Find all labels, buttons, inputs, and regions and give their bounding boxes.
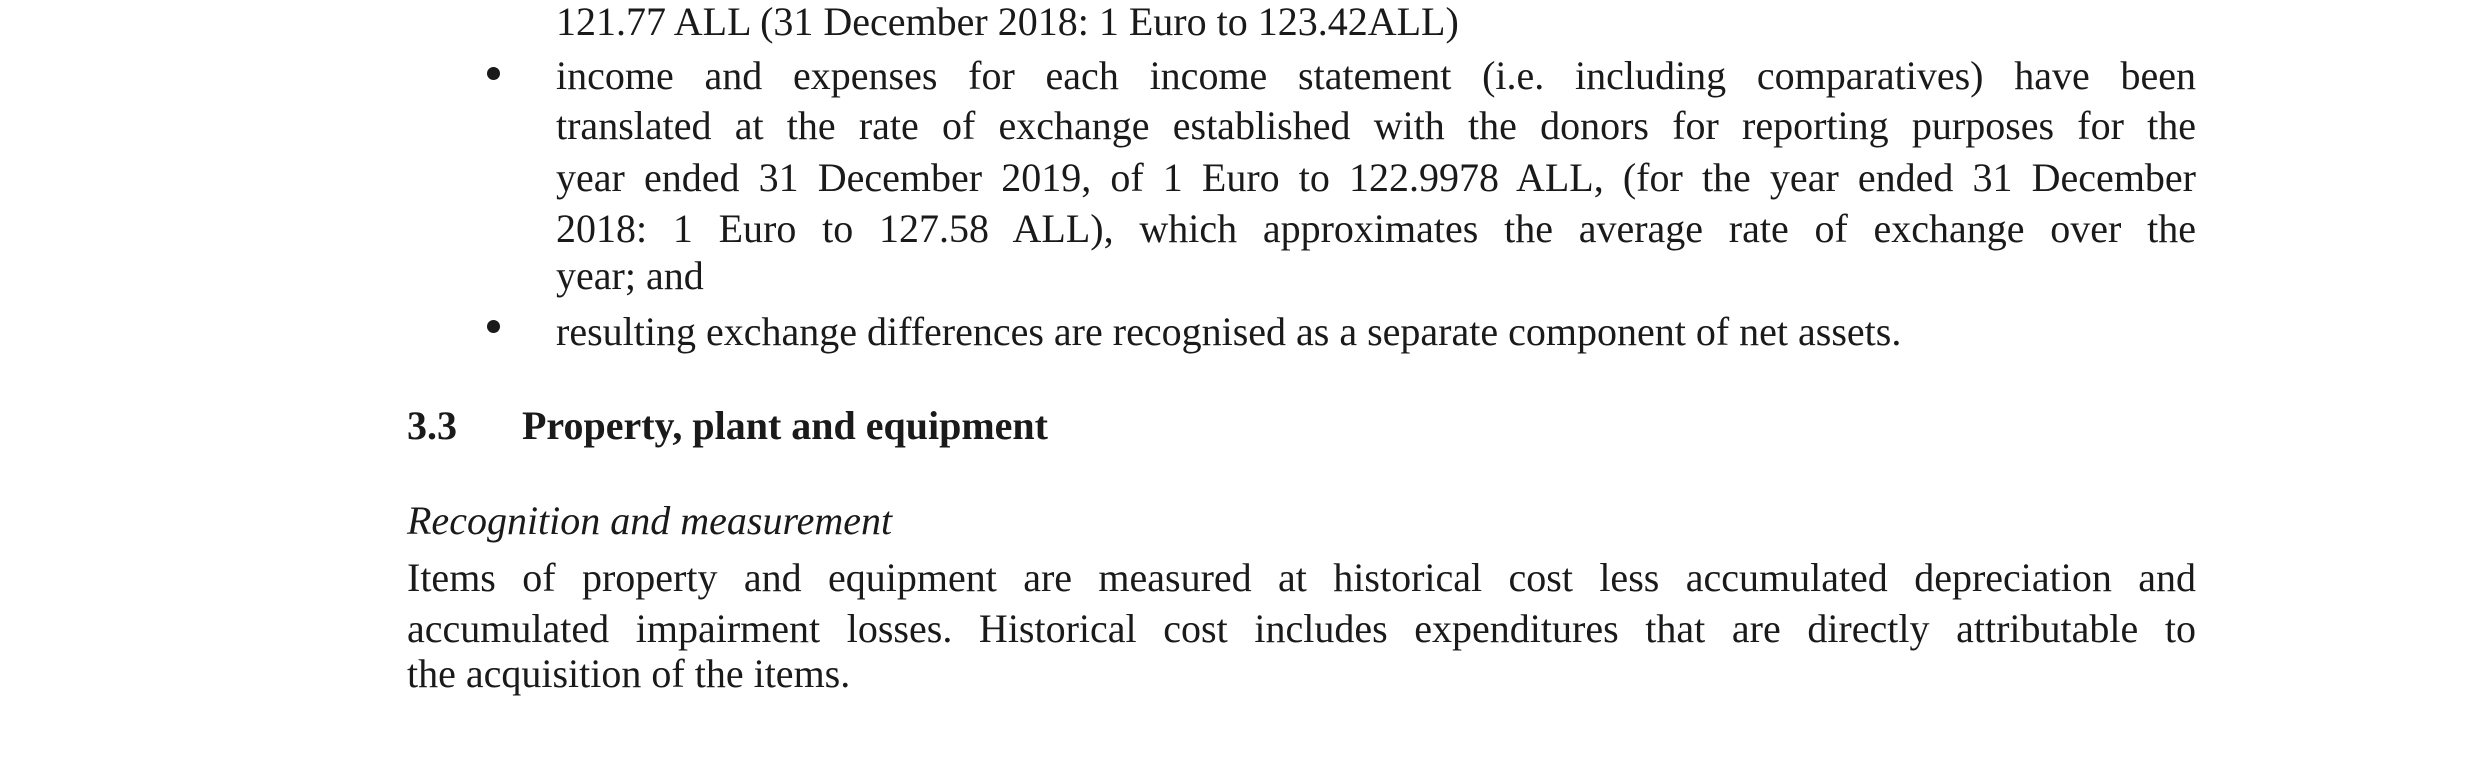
- bullet-line: translated at the rate of exchange established with the donors for reporting purposes for the: [556, 103, 2196, 148]
- paragraph-line: accumulated impairment losses. Historical cost includes expenditures that are directly attributable to: [407, 606, 2196, 651]
- bullet-icon: [487, 320, 500, 333]
- bullet-line: year ended 31 December 2019, of 1 Euro to 122.9978 ALL, (for the year ended 31 December: [556, 155, 2196, 200]
- paragraph-line: Items of property and equipment are measured at historical cost less accumulated depreciation and: [407, 555, 2196, 600]
- paragraph-line: the acquisition of the items.: [407, 651, 851, 696]
- bullet-line: 2018: 1 Euro to 127.58 ALL), which approximates the average rate of exchange over the: [556, 206, 2196, 251]
- bullet-line: resulting exchange differences are recognised as a separate component of net assets.: [556, 309, 1902, 354]
- bullet-line: year; and: [556, 253, 704, 298]
- section-number: 3.3: [407, 403, 457, 448]
- bullet-line: income and expenses for each income statement (i.e. including comparatives) have been: [556, 53, 2196, 98]
- sub-heading: Recognition and measurement: [407, 498, 893, 543]
- bullet-icon: [487, 67, 500, 80]
- section-title: Property, plant and equipment: [522, 403, 1048, 448]
- bullet-continued-line: 121.77 ALL (31 December 2018: 1 Euro to 123.42ALL): [556, 0, 1459, 44]
